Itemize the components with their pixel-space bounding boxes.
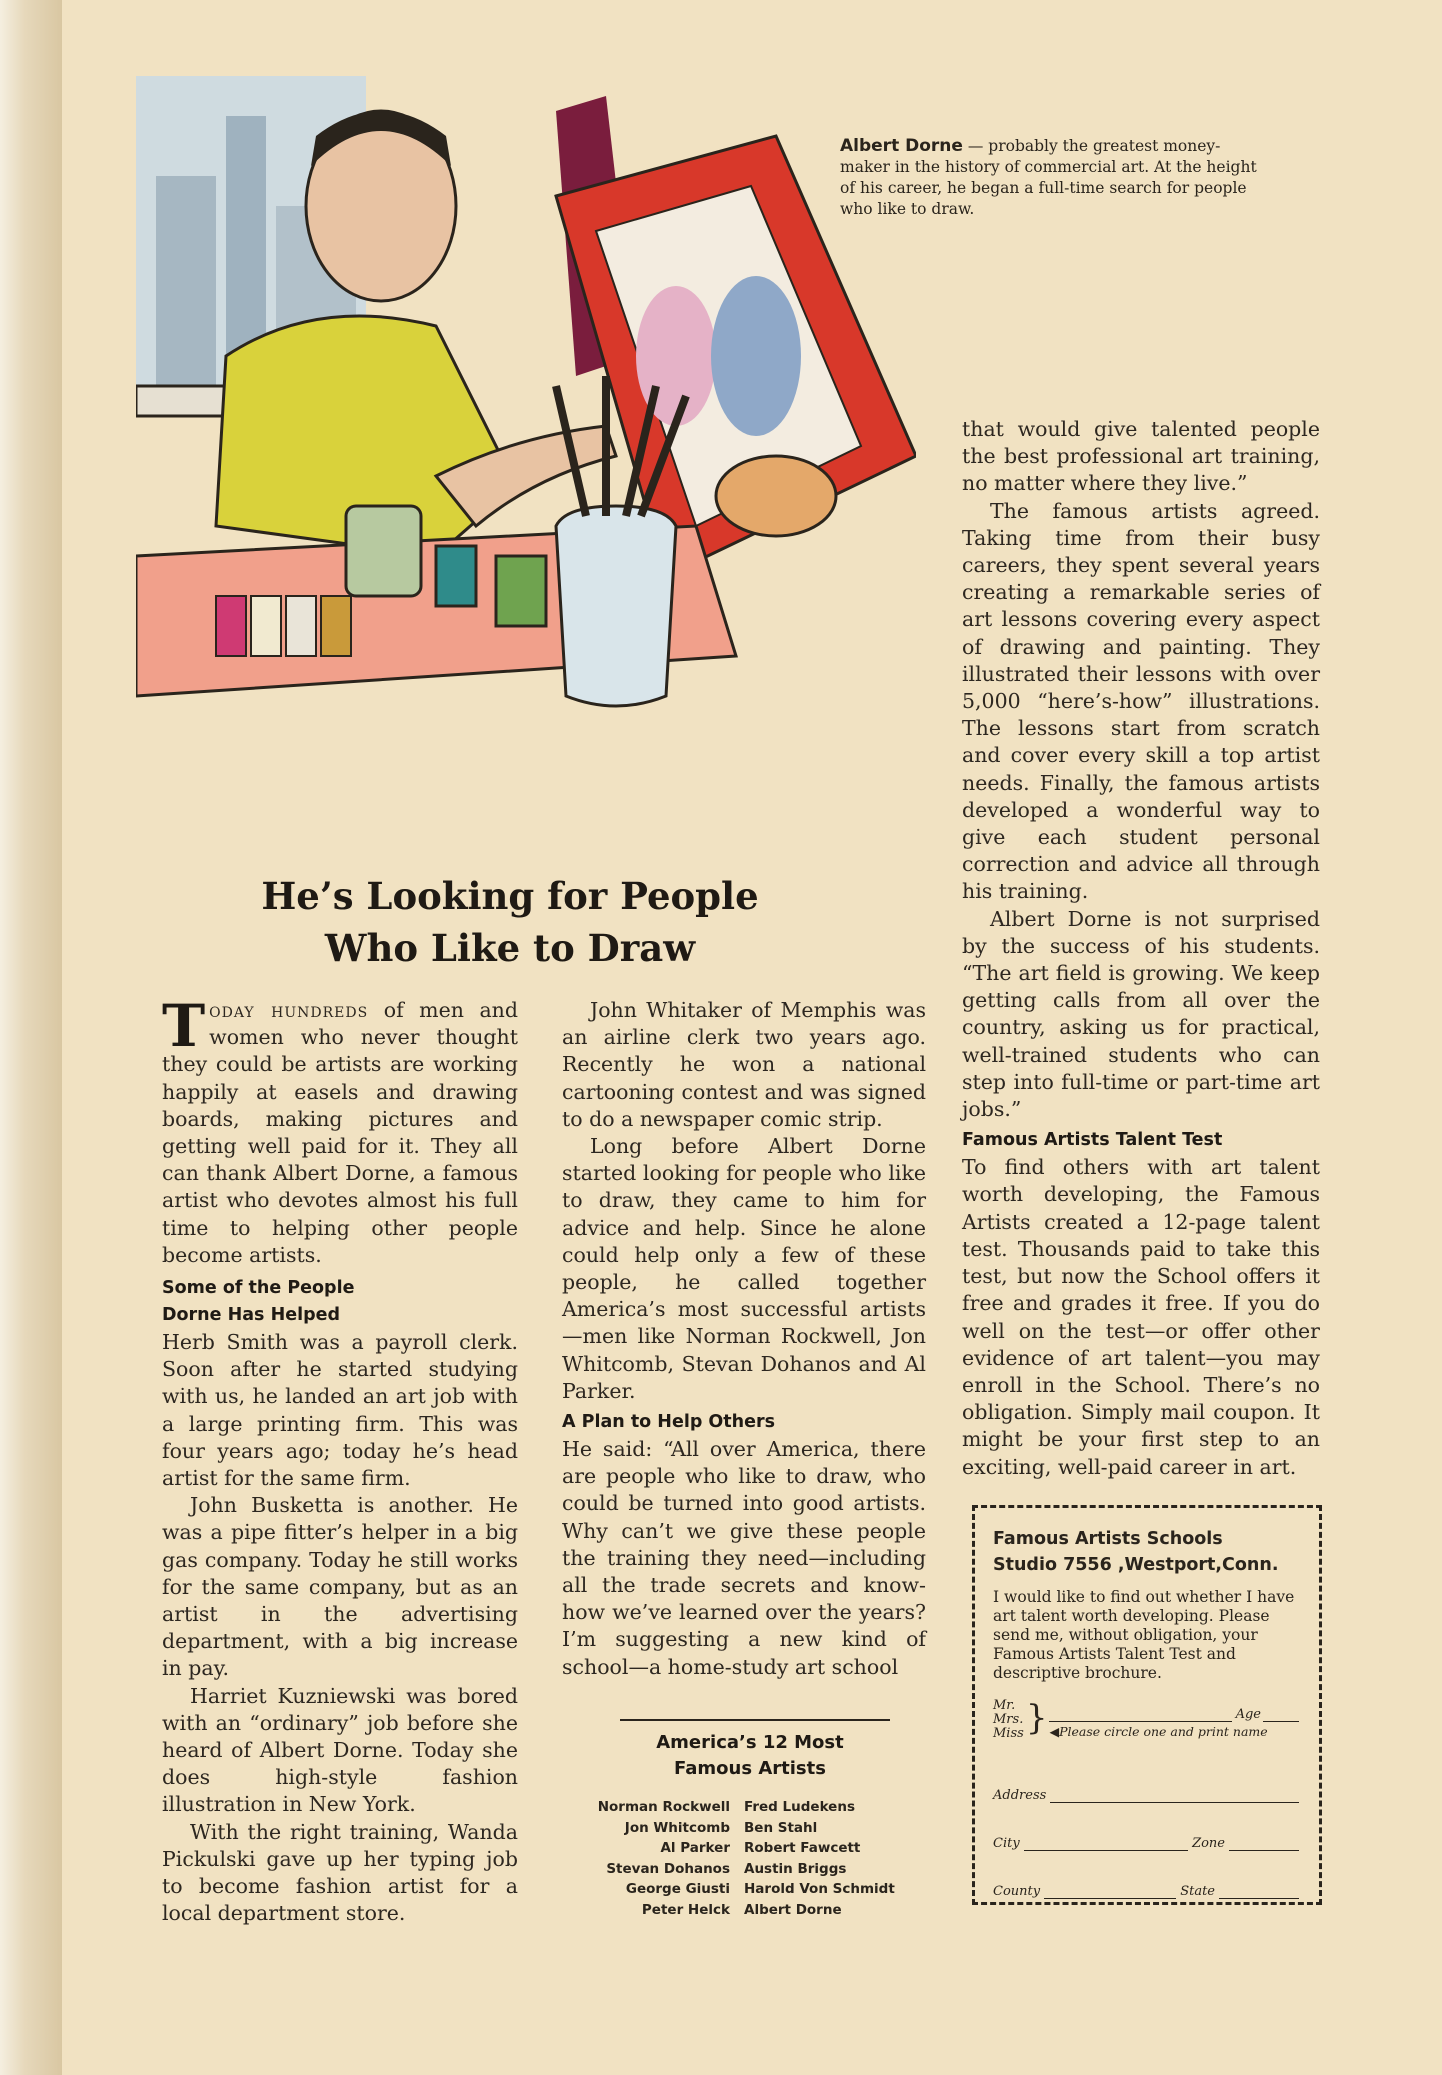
jar [346,506,421,596]
paragraph: that would give talented people the best professional art training, no matter where they live.” [962,417,1320,496]
age-line[interactable] [1263,1699,1299,1722]
caption-name: Albert Dorne [840,136,963,156]
artist-name: Austin Briggs [744,1860,847,1877]
artist-name: Norman Rockwell [597,1799,730,1815]
address-line[interactable] [1050,1788,1299,1803]
address-label: Address [993,1788,1047,1803]
zone-label: Zone [1192,1836,1225,1851]
paragraph: John Busketta is another. He was a pipe fitter’s helper in a big gas company. Today he still works for the same company, but as an artist in the advertising department, with a big increase in pay. [162,1493,518,1681]
age-label: Age [1235,1707,1261,1722]
artist-name: Peter Helck [641,1901,730,1918]
bowl [716,456,836,536]
page-edge [0,0,64,2075]
artist-name: George Giusti [625,1881,730,1897]
state-line[interactable] [1219,1884,1299,1899]
headline-line-1: He’s Looking for People [261,874,759,918]
coupon-address: Studio 7556 ,Westport,Conn. [993,1555,1279,1575]
city-label: City [993,1836,1020,1851]
drop-cap: T [162,992,206,1060]
county-label: County [993,1884,1041,1899]
salutation-miss: Miss [993,1726,1024,1741]
artist-row [560,1879,950,1900]
artist-name: Robert Fawcett [744,1840,861,1856]
artist-illustration [136,56,916,846]
ink-bottle [496,556,546,626]
artist-name: Jon Whitcomb [624,1819,730,1836]
article-column-3 [962,416,1320,1481]
drawing-figure-man [711,276,801,436]
circle-note-text: Please circle one and print name [1059,1724,1268,1739]
headline-line-2: Who Like to Draw [324,926,696,970]
coupon-fields [993,1699,1303,1899]
paragraph: The famous artists agreed. Taking time from their busy careers, they spent several years creating a remarkable series of art lessons covering every aspect of drawing and painting. They illustrated their lessons with over 5,000 “here’s-how” illustrations. The lessons start from scratch and cover every skill a top artist needs. Finally, the famous artists developed a wonderful way to give each student personal correction and advice all through his training. [962,498,1320,904]
zone-line[interactable] [1229,1836,1299,1851]
county-state-field[interactable] [993,1851,1303,1899]
artist-name: Stevan Dohanos [606,1860,730,1877]
name-line[interactable] [1049,1699,1231,1722]
salutation-mr: Mr. [993,1698,1016,1713]
artist-name: Harold Von Schmidt [744,1881,895,1897]
caption-text: — probably the greatest money-maker in the history of commercial art. At the height of his career, he began a full-time search for people who like to draw. [840,137,1257,218]
artist-row [560,1859,950,1880]
artist-name: Ben Stahl [744,1819,818,1836]
subhead: Famous Artists Talent Test [962,1130,1223,1151]
county-line[interactable] [1044,1884,1176,1899]
paragraph: John Whitaker of Memphis was an airline clerk two years ago. Recently he won a national cartooning contest and was signed to do a newspaper comic strip. [562,998,926,1131]
paragraph: Long before Albert Dorne started looking for people who like to draw, they came to him for advice and help. Since he alone could help only a few of these people, he called together America’s most successful artists—men like Norman Rockwell, Jon Whitcomb, Stevan Dohanos and Al Parker. [562,1134,926,1403]
famous-title-line-2: Famous Artists [674,1758,826,1779]
mail-coupon [972,1505,1322,1905]
artist-name: Al Parker [660,1840,730,1856]
subhead-line-1: Some of the People [162,1278,355,1299]
coupon-school-name: Famous Artists Schools [993,1529,1223,1549]
headline [160,870,860,974]
city-line[interactable] [1024,1836,1188,1851]
subhead [162,1275,518,1329]
city-zone-field[interactable] [993,1803,1303,1851]
subhead-line-2: Dorne Has Helped [162,1305,340,1326]
circle-note: ◀Please circle one and print name [1049,1724,1268,1739]
paragraph: Harriet Kuzniewski was bored with an “ordinary” job before she heard of Albert Dorne. Today she does high-style fashion illustration in New York. [162,1683,518,1817]
artist-row [560,1900,950,1921]
article-column-1 [162,992,518,1928]
artist-row [560,1818,950,1839]
paragraph: To find others with art talent worth developing, the Famous Artists created a 12-page talent test. Thousands paid to take this test, but now the School offers it free and grades it free. If you do well on the test—or offer other evidence of art talent—you may enroll in the School. There’s no obligation. Simply mail coupon. It might be your first step to an exciting, well-paid career in art. [962,1155,1320,1479]
article-column-2 [562,997,926,1681]
name-field[interactable] [993,1699,1303,1755]
lead-small-caps: oday hundreds [209,998,369,1022]
famous-artists-list [560,1797,950,1920]
salutation-mrs: Mrs. [993,1712,1024,1727]
brush-jar [556,506,676,706]
paragraph: Albert Dorne is not surprised by the success of his students. “The art field is growing. We keep getting calls from all over the country, asking us for practical, well-trained students who can step into full-time or part-time art jobs.” [962,906,1320,1122]
paragraph: He said: “All over America, there are people who like to draw, who could be turned into good artists. Why can’t we give these people the training they need—including all the trade secrets and know-how we’ve learned over the years? I’m suggesting a new kind of school—a home-study art school [562,1437,926,1679]
paragraph: of men and women who never thought they could be artists are working happily at easels and drawing boards, making pictures and getting well paid for it. They all can thank Albert Dorne, a famous artist who devotes almost his full time to helping other people become artists. [162,998,518,1267]
city-building [156,176,216,396]
illustration-caption [840,136,1260,220]
artist-name: Fred Ludekens [744,1799,855,1815]
paragraph: With the right training, Wanda Pickulski gave up her typing job to become fashion artist for a local department store. [162,1819,518,1926]
artist-row [560,1838,950,1859]
famous-title-line-1: America’s 12 Most [656,1732,844,1753]
artist-row [560,1797,950,1818]
famous-artists-title [560,1730,940,1782]
artist-name: Albert Dorne [744,1901,842,1918]
address-field[interactable] [993,1755,1303,1803]
subhead: A Plan to Help Others [562,1412,776,1433]
coupon-body: I would like to find out whether I have art talent worth developing. Please send me, without obligation, your Famous Artists Talent Test and descriptive brochure. [993,1588,1295,1682]
divider [620,1719,890,1721]
state-label: State [1180,1884,1215,1899]
brace: } [1025,1698,1048,1738]
ink-bottle [436,546,476,606]
artist-illustration-svg [136,56,916,846]
paragraph: Herb Smith was a payroll clerk. Soon after he started studying with us, he landed an art job with a large printing firm. This was four years ago; today he’s head artist for the same firm. [162,1330,518,1491]
